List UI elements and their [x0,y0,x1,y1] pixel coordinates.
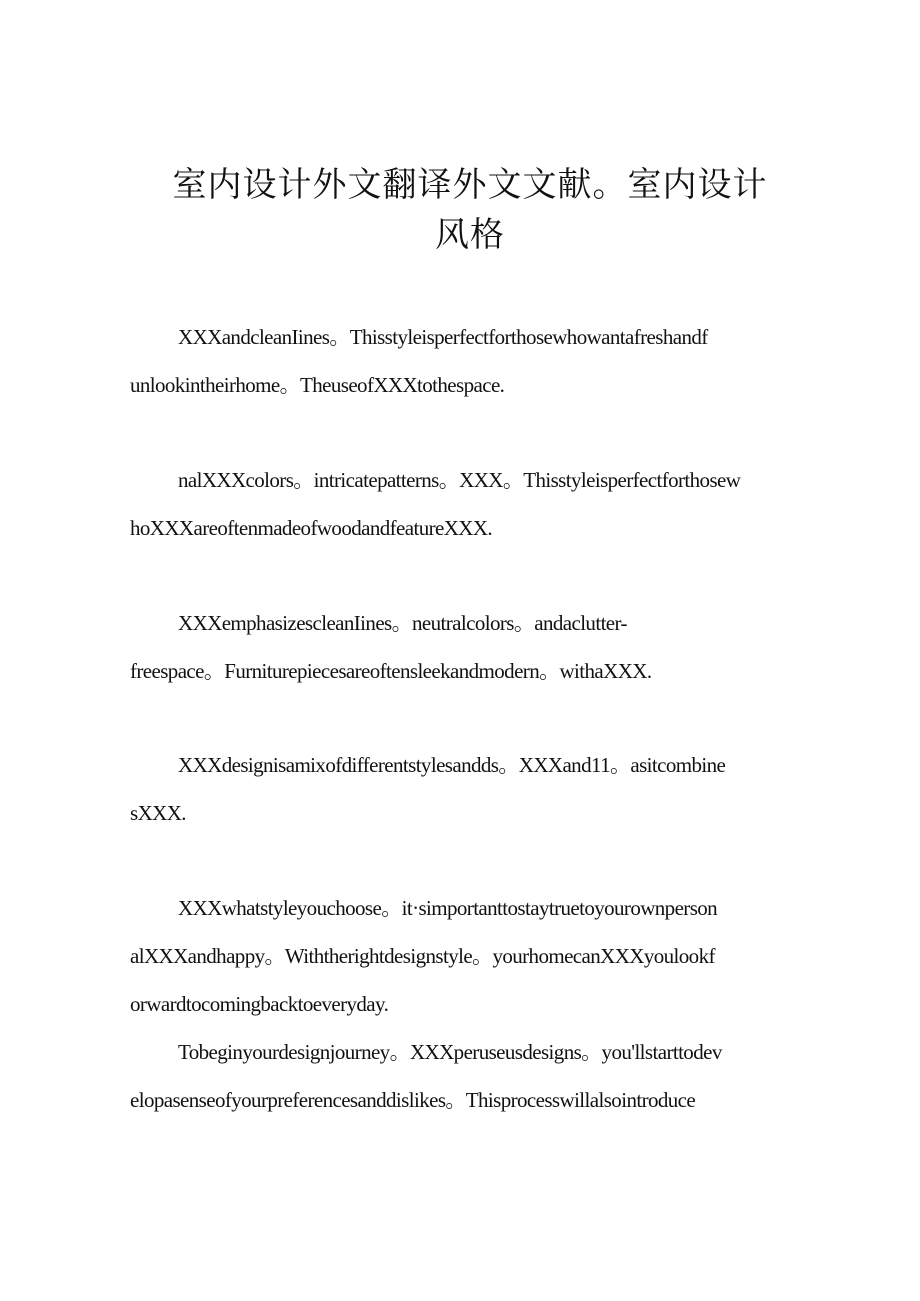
document-title: 室内设计外文翻译外文文献。室内设计风格 [172,165,768,255]
paragraph-2-line-2: hoXXXareoftenmadeofwoodandfeatureXXX. [130,516,493,540]
paragraph-2-line-1: nalXXXcolors。intricatepatterns。XXX。Thisstyleisperfectforthosew [178,468,741,492]
paragraph-4-line-2: sXXX. [130,801,186,825]
paragraph-5-line-2: alXXXandhappy。Withtherightdesignstyle。yourhomecanXXXyoulookf [130,944,715,968]
paragraph-6-line-2: elopasenseofyourpreferencesanddislikes。Thisprocesswillalsointroduce [130,1088,696,1112]
paragraph-3-line-2: freespace。Furniturepiecesareoftensleekandmodern。withaXXX. [130,659,652,683]
paragraph-6-line-1: Tobeginyourdesignjourney。XXXperuseusdesigns。you'llstarttodev [178,1040,722,1064]
paragraph-1-line-2: unlookintheirhome。TheuseofXXXtothespace. [130,373,505,397]
paragraph-3-line-1: XXXemphasizescleanIines。neutralcolors。andaclutter- [178,611,627,635]
paragraph-5-line-3: orwardtocomingbacktoeveryday. [130,992,389,1016]
paragraph-5-line-1: XXXwhatstyleyouchoose。it·simportanttostaytruetoyourownperson [178,896,718,920]
paragraph-1-line-1: XXXandcleanIines。Thisstyleisperfectforthosewhowantafreshandf [178,325,708,349]
paragraph-4-line-1: XXXdesignisamixofdifferentstylesandds。XXXand11。asitcombine [178,753,726,777]
